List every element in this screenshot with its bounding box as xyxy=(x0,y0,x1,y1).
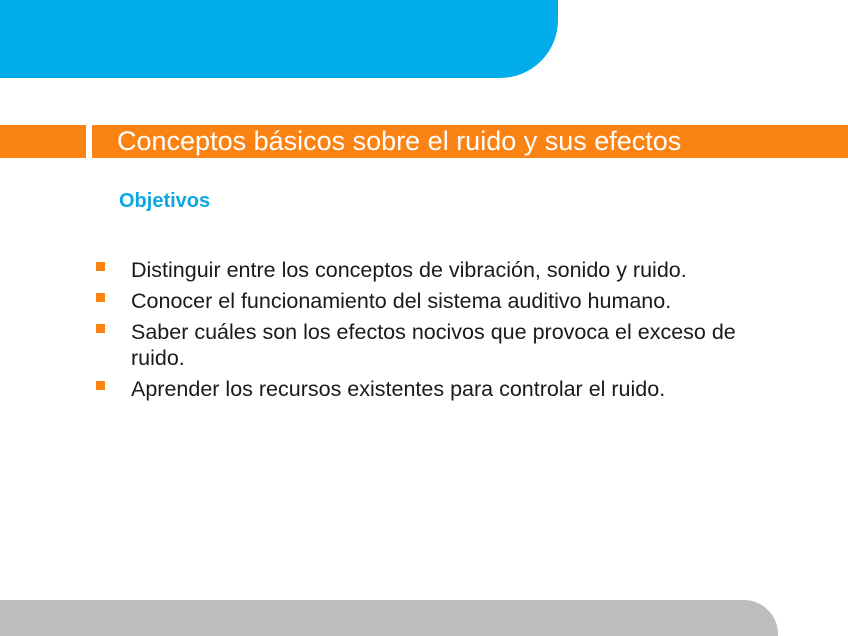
square-bullet-icon xyxy=(96,262,105,271)
list-item xyxy=(96,288,776,314)
list-item xyxy=(96,319,776,371)
slide-title: Conceptos básicos sobre el ruido y sus efectos xyxy=(117,126,682,156)
objective-text: Aprender los recursos existentes para controlar el ruido. xyxy=(131,377,666,401)
objective-text: Distinguir entre los conceptos de vibración, sonido y ruido. xyxy=(131,258,687,282)
list-item xyxy=(96,257,776,283)
section-subtitle: Objetivos xyxy=(119,190,211,212)
objectives-list xyxy=(96,257,776,407)
title-bar-left-segment xyxy=(0,125,86,158)
square-bullet-icon xyxy=(96,381,105,390)
square-bullet-icon xyxy=(96,293,105,302)
bottom-decorative-band xyxy=(0,600,778,636)
objective-text: Saber cuáles son los efectos nocivos que provoca el exceso de ruido. xyxy=(131,320,736,370)
square-bullet-icon xyxy=(96,324,105,333)
objective-text: Conocer el funcionamiento del sistema auditivo humano. xyxy=(131,289,672,313)
list-item xyxy=(96,376,776,402)
top-decorative-band xyxy=(0,0,558,78)
